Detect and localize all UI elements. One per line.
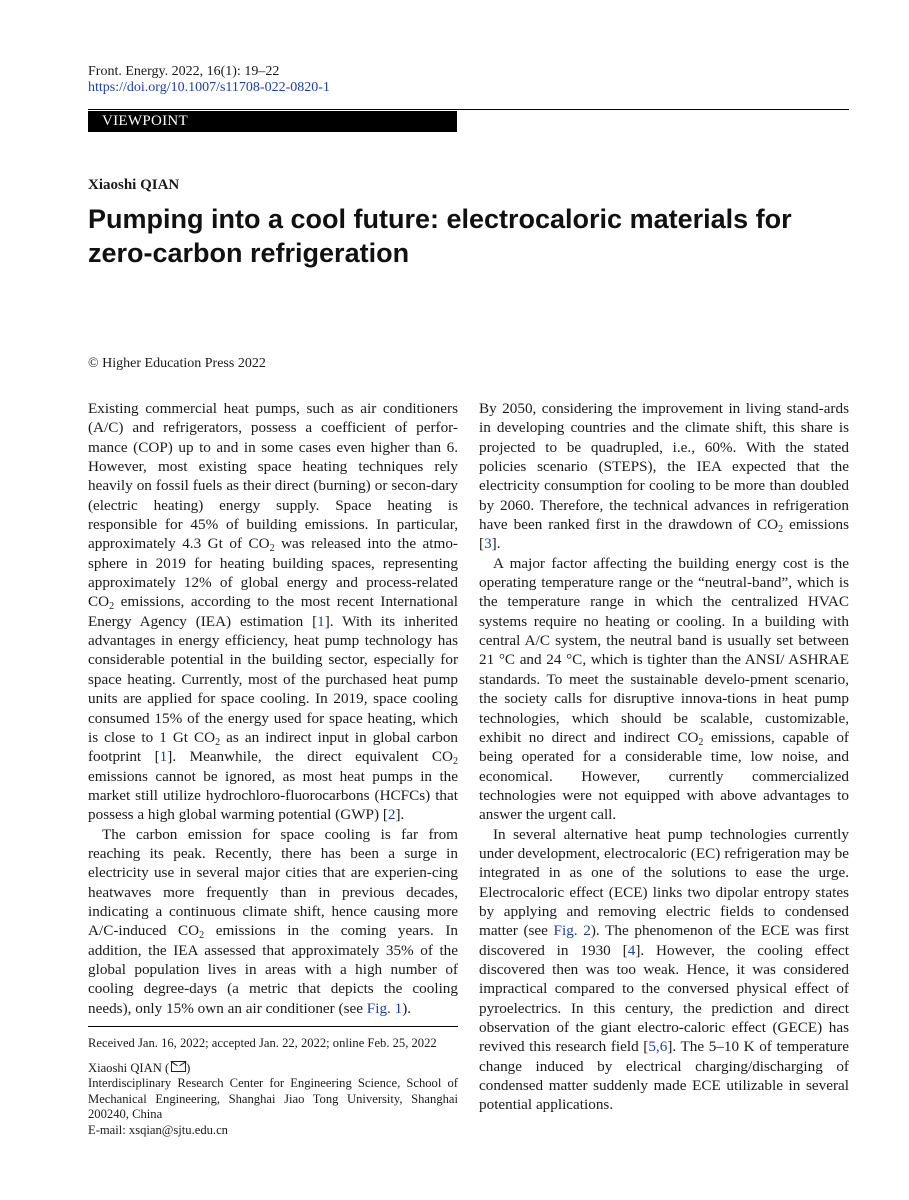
citation-link[interactable]: 1 xyxy=(159,748,168,766)
header-rule xyxy=(88,109,849,110)
corresponding-author-name: Xiaoshi QIAN xyxy=(88,1061,162,1075)
journal-citation: Front. Energy. 2022, 16(1): 19–22 xyxy=(88,64,280,79)
paragraph: Existing commercial heat pumps, such as air conditioners (A/C) and refrigerators, possess a coefficient of perfor-mance (COP) up to and in some cases even higher than 6. However, most existing space heating techniques rely heavily on fossil fuels as their direct (burning) or secon-dary (electric heating) energy supply. Space heating is responsible for 45% of building emissions. In particular, approximately 4.3 Gt of $CO_2$ was released into the atmo-sphere in 2019 for heating building spaces, representing approximately 12% of global energy and process-related $CO_2$ emissions, according to the most recent International Energy Agency (IEA) estimation [1]. With its inherited advantages in energy efficiency, heat pump technology has considerable potential in the building sector, especially for space heating. Currently, most of the purchased heat pump units are applied for space cooling. In 2019, space cooling consumed 15% of the energy used for space heating, which is close to 1 Gt $CO_2$ as an indirect input in global carbon footprint [1]. Meanwhile, the direct equivalent $CO_2$ emissions cannot be ignored, as most heat pumps in the market still utilize hydrochloro-fluorocarbons (HCFCs) that possess a high global warming potential (GWP) [2]. xyxy=(88,400,459,824)
paragraph: In several alternative heat pump technologies currently under development, electrocaloric (EC) refrigeration may be integrated in as one of the solutions to ease the urge. Electrocaloric effect (ECE) links two dipolar entropy states by applying and removing electric fields to condensed matter (see Fig. 2). The phenomenon of the ECE was first discovered in 1930 [4]. However, the cooling effect discovered then was too weak. Hence, it was considered impractical compared to the conversed physical effect of pyroelectrics. In this century, the prediction and direct observation of the giant electro-caloric effect (GECE) has revived this research field [5,6]. The 5–10 K of temperature change induced by electrical charging/discharging of condensed matter suddenly made ECE utilizable in several potential applications. xyxy=(479,825,850,1114)
citation-link[interactable]: 1 xyxy=(317,612,325,630)
left-column xyxy=(88,399,458,1018)
affiliation: Interdisciplinary Research Center for Engineering Science, School of Mechanical Engineering, Shanghai Jiao Tong University, Shanghai 200240, China xyxy=(88,1076,458,1122)
doi-link[interactable]: https://doi.org/10.1007/s11708-022-0820-1 xyxy=(88,80,330,95)
author-name: Xiaoshi QIAN xyxy=(88,177,180,193)
copyright-line: © Higher Education Press 2022 xyxy=(88,356,266,371)
citation-link[interactable]: 5,6 xyxy=(648,1038,668,1056)
article-title: Pumping into a cool future: electrocaloric materials for zero-carbon refrigeration xyxy=(88,204,792,268)
citation-link[interactable]: 2 xyxy=(387,806,396,824)
footnote-rule xyxy=(88,1026,458,1027)
right-column xyxy=(479,399,849,1115)
received-dates: Received Jan. 16, 2022; accepted Jan. 22, 2022; online Feb. 25, 2022 xyxy=(88,1036,437,1050)
citation-link[interactable]: 4 xyxy=(627,941,636,959)
envelope-icon xyxy=(171,1061,186,1072)
paragraph: The carbon emission for space cooling is far from reaching its peak. Recently, there has been a surge in electricity use in several major cities that are experien-cing heatwaves more frequently than in previous decades, indicating a continuous climate shift, hence causing more A/C-induced $CO_2$ emissions in the coming years. In addition, the IEA assessed that approximately 35% of the global population lives in areas with a high number of cooling degree-days (a metric that depicts the cooling needs), only 15% own an air conditioner (see Fig. 1). xyxy=(88,825,458,1017)
figure-link[interactable]: Fig. 1 xyxy=(366,999,403,1017)
email[interactable]: E-mail: xsqian@sjtu.edu.cn xyxy=(88,1122,228,1137)
corresponding-author: Xiaoshi QIAN ( ) Interdisciplinary Research Center for Engineering Science, School of Mechanical Engineering, Shanghai Jiao Tong University, Shanghai 200240, China E-mail: xsqian@sjtu.edu.cn xyxy=(88,1061,458,1137)
paragraph: A major factor affecting the building energy cost is the operating temperature range or the “neutral-band”, which is the temperature range in which the centralized HVAC systems require no heating or cooling. In a building with central A/C system, the neutral band is usually set between 21 °C and 24 °C, which is tighter than the ANSI/ ASHRAE standards. To meet the sustainable develo-pment scenario, the society calls for disruptive innova-tions in heat pump technologies, which should be scalable, customizable, exhibit no direct and indirect $CO_2$ emissions, capable of being operated for a considerable time, low noise, and economical. However, currently commercialized technologies were not equipped with above advantages to answer the urgent call. xyxy=(479,554,849,824)
paragraph: By 2050, considering the improvement in living stand-ards in developing countries and the climate shift, this share is projected to be quadrupled, i.e., 60%. With the stated policies scenario (STEPS), the IEA expected that the electricity consumption for cooling to be more than doubled by 2060. Therefore, the technical advances in refrigeration have been ranked first in the drawdown of $CO_2$ emissions [3]. xyxy=(479,400,849,553)
figure-link[interactable]: Fig. 2 xyxy=(553,922,591,940)
citation-link[interactable]: 3 xyxy=(484,535,492,553)
section-banner: VIEWPOINT xyxy=(88,111,457,132)
